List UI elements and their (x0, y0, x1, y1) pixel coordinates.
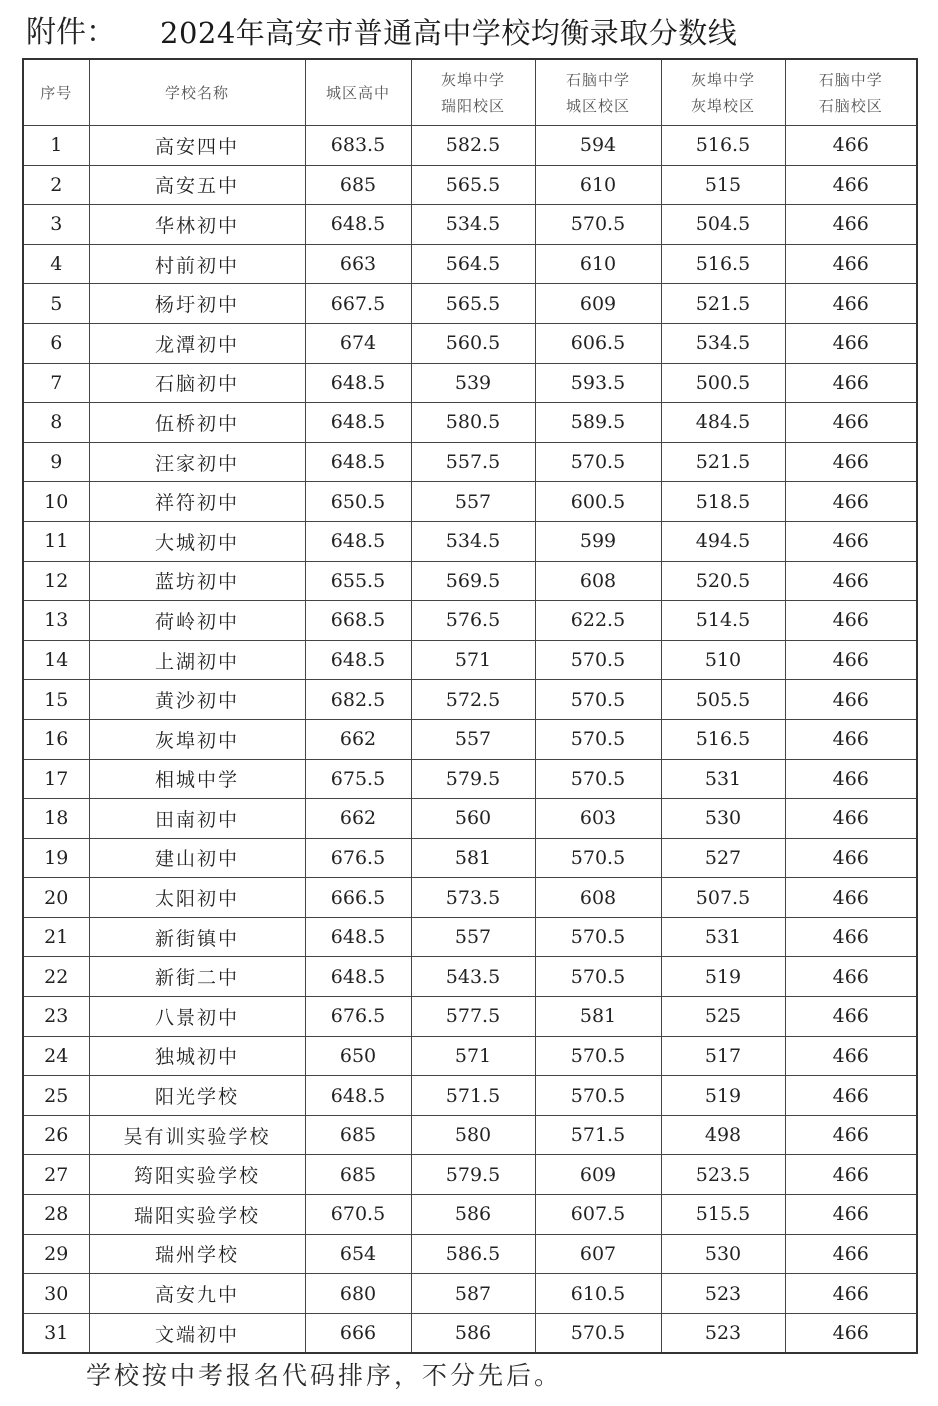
score-shinao-shinao: 466 (785, 165, 917, 205)
score-city-high: 662 (305, 799, 411, 839)
row-index: 6 (23, 323, 89, 363)
score-huibu-huibu: 534.5 (661, 323, 785, 363)
score-shinao-shinao: 466 (785, 244, 917, 284)
school-name: 杨圩初中 (89, 284, 305, 324)
table-row (23, 1076, 917, 1116)
score-huibu-huibu: 500.5 (661, 363, 785, 403)
score-city-high: 685 (305, 1115, 411, 1155)
school-name: 太阳初中 (89, 878, 305, 918)
score-huibu-huibu: 494.5 (661, 521, 785, 561)
score-city-high: 648.5 (305, 640, 411, 680)
score-huibu-ruiyang: 539 (411, 363, 535, 403)
school-name: 高安四中 (89, 126, 305, 166)
school-name: 祥符初中 (89, 482, 305, 522)
score-huibu-huibu: 507.5 (661, 878, 785, 918)
column-header-huibu-huibu: 灰埠中学 灰埠校区 (661, 59, 785, 126)
score-shinao-city: 593.5 (535, 363, 661, 403)
score-shinao-shinao: 466 (785, 680, 917, 720)
score-city-high: 668.5 (305, 601, 411, 641)
table-row (23, 719, 917, 759)
score-shinao-shinao: 466 (785, 1234, 917, 1274)
score-shinao-city: 570.5 (535, 759, 661, 799)
score-huibu-huibu: 530 (661, 799, 785, 839)
column-header-shinao-city: 石脑中学 城区校区 (535, 59, 661, 126)
score-shinao-city: 609 (535, 284, 661, 324)
table-row (23, 799, 917, 839)
score-city-high: 667.5 (305, 284, 411, 324)
school-name: 黄沙初中 (89, 680, 305, 720)
row-index: 15 (23, 680, 89, 720)
score-huibu-ruiyang: 580 (411, 1115, 535, 1155)
score-city-high: 675.5 (305, 759, 411, 799)
school-name: 文端初中 (89, 1313, 305, 1353)
score-huibu-ruiyang: 582.5 (411, 126, 535, 166)
score-shinao-city: 571.5 (535, 1115, 661, 1155)
score-shinao-city: 570.5 (535, 1313, 661, 1353)
score-shinao-city: 570.5 (535, 1036, 661, 1076)
score-city-high: 676.5 (305, 997, 411, 1037)
score-huibu-huibu: 516.5 (661, 126, 785, 166)
table-row (23, 205, 917, 245)
score-shinao-shinao: 466 (785, 759, 917, 799)
score-huibu-huibu: 515 (661, 165, 785, 205)
row-index: 9 (23, 442, 89, 482)
score-huibu-ruiyang: 571 (411, 640, 535, 680)
score-huibu-ruiyang: 565.5 (411, 284, 535, 324)
column-header-school-name: 学校名称 (89, 59, 305, 126)
score-huibu-huibu: 523.5 (661, 1155, 785, 1195)
score-city-high: 685 (305, 165, 411, 205)
school-name: 村前初中 (89, 244, 305, 284)
table-row (23, 1155, 917, 1195)
column-header-city-high: 城区高中 (305, 59, 411, 126)
score-shinao-shinao: 466 (785, 1313, 917, 1353)
table-row (23, 1195, 917, 1235)
score-shinao-shinao: 466 (785, 126, 917, 166)
score-huibu-huibu: 517 (661, 1036, 785, 1076)
score-shinao-city: 570.5 (535, 640, 661, 680)
score-city-high: 655.5 (305, 561, 411, 601)
score-huibu-huibu: 510 (661, 640, 785, 680)
school-name: 龙潭初中 (89, 323, 305, 363)
school-name: 筠阳实验学校 (89, 1155, 305, 1195)
score-huibu-huibu: 520.5 (661, 561, 785, 601)
school-name: 汪家初中 (89, 442, 305, 482)
score-city-high: 648.5 (305, 1076, 411, 1116)
school-name: 高安九中 (89, 1274, 305, 1314)
score-huibu-huibu: 525 (661, 997, 785, 1037)
school-name: 荷岭初中 (89, 601, 305, 641)
score-shinao-city: 610 (535, 244, 661, 284)
score-shinao-shinao: 466 (785, 838, 917, 878)
row-index: 16 (23, 719, 89, 759)
score-shinao-city: 570.5 (535, 442, 661, 482)
table-row (23, 561, 917, 601)
score-huibu-ruiyang: 557 (411, 917, 535, 957)
table-row (23, 878, 917, 918)
school-name: 新街二中 (89, 957, 305, 997)
score-city-high: 648.5 (305, 363, 411, 403)
score-city-high: 666.5 (305, 878, 411, 918)
table-row (23, 521, 917, 561)
score-city-high: 685 (305, 1155, 411, 1195)
score-huibu-huibu: 498 (661, 1115, 785, 1155)
school-name: 瑞州学校 (89, 1234, 305, 1274)
school-name: 建山初中 (89, 838, 305, 878)
score-shinao-shinao: 466 (785, 997, 917, 1037)
table-row (23, 957, 917, 997)
school-name: 华林初中 (89, 205, 305, 245)
school-name: 独城初中 (89, 1036, 305, 1076)
score-city-high: 650.5 (305, 482, 411, 522)
table-row (23, 997, 917, 1037)
score-shinao-shinao: 466 (785, 719, 917, 759)
score-city-high: 674 (305, 323, 411, 363)
row-index: 20 (23, 878, 89, 918)
score-huibu-ruiyang: 560 (411, 799, 535, 839)
score-shinao-city: 570.5 (535, 680, 661, 720)
score-shinao-city: 622.5 (535, 601, 661, 641)
school-name: 吴有训实验学校 (89, 1115, 305, 1155)
table-row (23, 917, 917, 957)
score-huibu-ruiyang: 569.5 (411, 561, 535, 601)
score-shinao-city: 600.5 (535, 482, 661, 522)
score-shinao-shinao: 466 (785, 205, 917, 245)
score-huibu-huibu: 514.5 (661, 601, 785, 641)
table-row (23, 759, 917, 799)
score-shinao-city: 610.5 (535, 1274, 661, 1314)
score-huibu-ruiyang: 586.5 (411, 1234, 535, 1274)
score-huibu-huibu: 523 (661, 1274, 785, 1314)
school-name: 相城中学 (89, 759, 305, 799)
score-shinao-city: 607.5 (535, 1195, 661, 1235)
score-shinao-city: 570.5 (535, 957, 661, 997)
score-shinao-shinao: 466 (785, 917, 917, 957)
table-row (23, 1036, 917, 1076)
score-shinao-shinao: 466 (785, 442, 917, 482)
score-huibu-ruiyang: 587 (411, 1274, 535, 1314)
document-title: 2024年高安市普通高中学校均衡录取分数线 (160, 16, 738, 50)
score-shinao-shinao: 466 (785, 640, 917, 680)
score-city-high: 670.5 (305, 1195, 411, 1235)
score-huibu-ruiyang: 534.5 (411, 521, 535, 561)
score-huibu-huibu: 531 (661, 759, 785, 799)
row-index: 13 (23, 601, 89, 641)
table-row (23, 601, 917, 641)
score-huibu-huibu: 531 (661, 917, 785, 957)
score-shinao-city: 610 (535, 165, 661, 205)
score-shinao-shinao: 466 (785, 363, 917, 403)
row-index: 26 (23, 1115, 89, 1155)
table-row (23, 482, 917, 522)
score-shinao-shinao: 466 (785, 957, 917, 997)
score-huibu-ruiyang: 586 (411, 1313, 535, 1353)
score-shinao-shinao: 466 (785, 403, 917, 443)
score-shinao-city: 570.5 (535, 917, 661, 957)
score-shinao-city: 608 (535, 878, 661, 918)
score-shinao-city: 570.5 (535, 1076, 661, 1116)
row-index: 4 (23, 244, 89, 284)
row-index: 3 (23, 205, 89, 245)
school-name: 八景初中 (89, 997, 305, 1037)
score-huibu-ruiyang: 572.5 (411, 680, 535, 720)
school-name: 蓝坊初中 (89, 561, 305, 601)
table-row (23, 323, 917, 363)
score-huibu-huibu: 521.5 (661, 442, 785, 482)
column-header-index: 序号 (23, 59, 89, 126)
score-huibu-ruiyang: 543.5 (411, 957, 535, 997)
school-name: 瑞阳实验学校 (89, 1195, 305, 1235)
row-index: 5 (23, 284, 89, 324)
score-city-high: 680 (305, 1274, 411, 1314)
score-city-high: 648.5 (305, 917, 411, 957)
score-shinao-city: 570.5 (535, 838, 661, 878)
score-huibu-huibu: 519 (661, 1076, 785, 1116)
score-huibu-ruiyang: 534.5 (411, 205, 535, 245)
score-huibu-huibu: 523 (661, 1313, 785, 1353)
score-huibu-huibu: 519 (661, 957, 785, 997)
row-index: 8 (23, 403, 89, 443)
table-row (23, 1313, 917, 1353)
score-huibu-ruiyang: 564.5 (411, 244, 535, 284)
column-header-huibu-ruiyang: 灰埠中学 瑞阳校区 (411, 59, 535, 126)
score-shinao-city: 609 (535, 1155, 661, 1195)
school-name: 伍桥初中 (89, 403, 305, 443)
document-header (26, 10, 916, 56)
score-shinao-shinao: 466 (785, 1115, 917, 1155)
score-shinao-city: 606.5 (535, 323, 661, 363)
row-index: 2 (23, 165, 89, 205)
score-shinao-shinao: 466 (785, 521, 917, 561)
score-huibu-huibu: 521.5 (661, 284, 785, 324)
row-index: 18 (23, 799, 89, 839)
score-huibu-huibu: 516.5 (661, 719, 785, 759)
score-shinao-shinao: 466 (785, 482, 917, 522)
score-huibu-ruiyang: 579.5 (411, 759, 535, 799)
table-row (23, 165, 917, 205)
row-index: 31 (23, 1313, 89, 1353)
table-body (23, 126, 917, 1354)
school-name: 田南初中 (89, 799, 305, 839)
row-index: 22 (23, 957, 89, 997)
score-huibu-huibu: 484.5 (661, 403, 785, 443)
score-huibu-huibu: 527 (661, 838, 785, 878)
row-index: 29 (23, 1234, 89, 1274)
score-city-high: 648.5 (305, 957, 411, 997)
row-index: 10 (23, 482, 89, 522)
table-row (23, 442, 917, 482)
score-shinao-city: 603 (535, 799, 661, 839)
score-city-high: 662 (305, 719, 411, 759)
row-index: 30 (23, 1274, 89, 1314)
score-huibu-ruiyang: 580.5 (411, 403, 535, 443)
score-huibu-ruiyang: 571.5 (411, 1076, 535, 1116)
score-city-high: 650 (305, 1036, 411, 1076)
score-city-high: 666 (305, 1313, 411, 1353)
score-shinao-city: 570.5 (535, 205, 661, 245)
score-city-high: 648.5 (305, 521, 411, 561)
score-shinao-city: 581 (535, 997, 661, 1037)
score-shinao-city: 589.5 (535, 403, 661, 443)
score-shinao-shinao: 466 (785, 1036, 917, 1076)
table-row (23, 838, 917, 878)
score-city-high: 683.5 (305, 126, 411, 166)
school-name: 阳光学校 (89, 1076, 305, 1116)
table-row (23, 244, 917, 284)
score-huibu-ruiyang: 579.5 (411, 1155, 535, 1195)
score-huibu-ruiyang: 576.5 (411, 601, 535, 641)
row-index: 25 (23, 1076, 89, 1116)
row-index: 17 (23, 759, 89, 799)
score-shinao-shinao: 466 (785, 1155, 917, 1195)
table-row (23, 403, 917, 443)
score-city-high: 648.5 (305, 403, 411, 443)
score-huibu-huibu: 515.5 (661, 1195, 785, 1235)
score-huibu-ruiyang: 557 (411, 482, 535, 522)
score-shinao-shinao: 466 (785, 1195, 917, 1235)
table-row (23, 640, 917, 680)
row-index: 7 (23, 363, 89, 403)
score-huibu-huibu: 504.5 (661, 205, 785, 245)
score-shinao-shinao: 466 (785, 284, 917, 324)
row-index: 27 (23, 1155, 89, 1195)
table-row (23, 1234, 917, 1274)
score-city-high: 682.5 (305, 680, 411, 720)
score-shinao-shinao: 466 (785, 601, 917, 641)
table-row (23, 680, 917, 720)
row-index: 24 (23, 1036, 89, 1076)
school-name: 新街镇中 (89, 917, 305, 957)
row-index: 21 (23, 917, 89, 957)
footnote: 学校按中考报名代码排序，不分先后。 (86, 1361, 563, 1390)
score-huibu-ruiyang: 571 (411, 1036, 535, 1076)
attachment-label: 附件： (26, 15, 116, 50)
table-row (23, 1274, 917, 1314)
score-shinao-shinao: 466 (785, 1274, 917, 1314)
score-shinao-shinao: 466 (785, 878, 917, 918)
score-shinao-city: 594 (535, 126, 661, 166)
row-index: 14 (23, 640, 89, 680)
score-huibu-ruiyang: 573.5 (411, 878, 535, 918)
score-shinao-shinao: 466 (785, 323, 917, 363)
score-city-high: 648.5 (305, 205, 411, 245)
admission-score-table (22, 58, 918, 1354)
score-huibu-huibu: 516.5 (661, 244, 785, 284)
score-huibu-ruiyang: 577.5 (411, 997, 535, 1037)
row-index: 12 (23, 561, 89, 601)
table-row (23, 284, 917, 324)
column-header-shinao-shinao: 石脑中学 石脑校区 (785, 59, 917, 126)
table-row (23, 1115, 917, 1155)
score-huibu-huibu: 530 (661, 1234, 785, 1274)
score-shinao-shinao: 466 (785, 561, 917, 601)
score-shinao-shinao: 466 (785, 1076, 917, 1116)
score-huibu-ruiyang: 557.5 (411, 442, 535, 482)
row-index: 1 (23, 126, 89, 166)
score-huibu-ruiyang: 557 (411, 719, 535, 759)
table-header-row (23, 59, 917, 126)
row-index: 28 (23, 1195, 89, 1235)
score-shinao-city: 570.5 (535, 719, 661, 759)
score-huibu-huibu: 518.5 (661, 482, 785, 522)
score-city-high: 676.5 (305, 838, 411, 878)
score-huibu-ruiyang: 586 (411, 1195, 535, 1235)
table-row (23, 363, 917, 403)
row-index: 23 (23, 997, 89, 1037)
school-name: 大城初中 (89, 521, 305, 561)
school-name: 灰埠初中 (89, 719, 305, 759)
row-index: 11 (23, 521, 89, 561)
score-city-high: 648.5 (305, 442, 411, 482)
score-shinao-shinao: 466 (785, 799, 917, 839)
school-name: 上湖初中 (89, 640, 305, 680)
score-city-high: 663 (305, 244, 411, 284)
score-shinao-city: 608 (535, 561, 661, 601)
row-index: 19 (23, 838, 89, 878)
school-name: 高安五中 (89, 165, 305, 205)
score-huibu-ruiyang: 565.5 (411, 165, 535, 205)
table-row (23, 126, 917, 166)
school-name: 石脑初中 (89, 363, 305, 403)
score-huibu-ruiyang: 581 (411, 838, 535, 878)
score-shinao-city: 599 (535, 521, 661, 561)
score-shinao-city: 607 (535, 1234, 661, 1274)
score-city-high: 654 (305, 1234, 411, 1274)
score-huibu-huibu: 505.5 (661, 680, 785, 720)
score-huibu-ruiyang: 560.5 (411, 323, 535, 363)
